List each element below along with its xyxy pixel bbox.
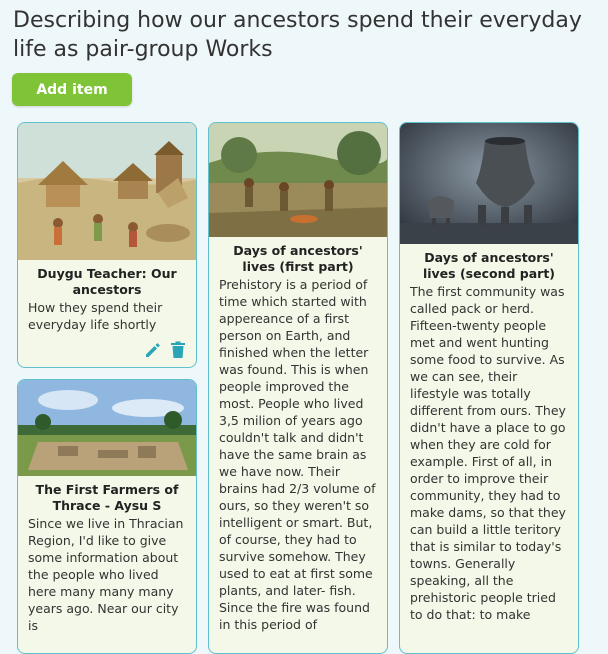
card-body: How they spend their everyday life shortly — [28, 300, 163, 332]
card-body: Since we live in Thracian Region, I'd like to give some information about the people who lived here many many many years ago. Near our city is — [28, 516, 184, 633]
stone-age-people-image — [209, 123, 387, 237]
card-body: Prehistory is a period of time which started with appereance of a first person on Earth, and finished when the letter was found. This is when people improved the most. People who lived 3,5 milion of years ago couldn't talk and didn't have the same brain as we have now. Their brains had 2/3 volume of ours, so they weren't so intelligent or smart. But, of course, they had to survive somehow. They used to eat at first some plants, and later- fish. Since the fire was found in this period of — [219, 277, 376, 632]
card-first-farmers[interactable] — [17, 379, 197, 654]
card-days-second-part[interactable] — [399, 122, 579, 654]
card-body: The first community was called pack or herd. Fifteen-twenty people met and went hunting some food to survive. As we can see, their lifestyle was totally different from ours. They didn't have a place to go when they are cold for example. First of all, in order to improve their community, they had to make dams, so that they can build a little teritory that is similar to today's towns. Generally speaking, all the prehistoric people tried to do that: to make — [410, 284, 566, 622]
ancient-pottery-image — [400, 123, 578, 244]
edit-icon[interactable] — [144, 341, 162, 359]
page-title: Describing how our ancestors spend their everyday life as pair-group Works — [13, 8, 582, 62]
delete-icon[interactable] — [170, 341, 186, 359]
card-our-ancestors[interactable] — [17, 122, 197, 368]
prehistoric-village-image — [18, 123, 196, 260]
card-title: Days of ancestors' lives (second part) — [422, 250, 556, 281]
add-item-button[interactable]: Add item — [12, 73, 132, 106]
archaeological-site-image — [18, 380, 196, 476]
card-title: The First Farmers of Thrace - Aysu S — [35, 482, 179, 513]
card-title: Days of ancestors' lives (first part) — [233, 243, 363, 274]
card-title: Duygu Teacher: Our ancestors — [37, 266, 177, 297]
card-days-first-part[interactable] — [208, 122, 388, 654]
